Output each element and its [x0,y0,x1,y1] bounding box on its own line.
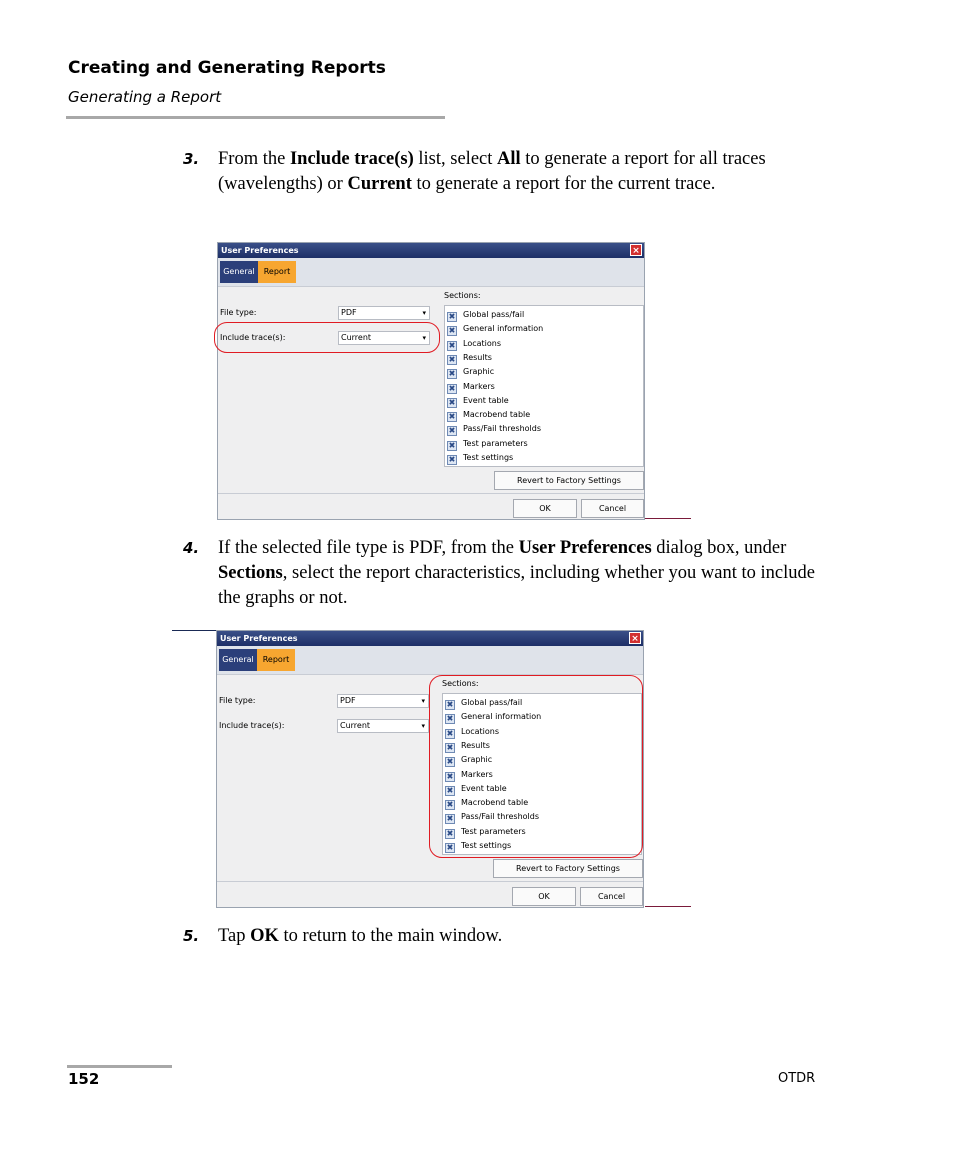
step-run: If the selected file type is PDF, from the [218,538,519,558]
checkbox-checked-icon[interactable]: ✖ [448,369,456,379]
highlight-include-trace [214,322,440,353]
include-trace-value: Current [341,333,372,342]
section-label: Locations [463,338,502,348]
cancel-button[interactable]: Cancel [580,887,643,906]
section-label: Global pass/fail [461,698,523,707]
section-checkbox-row[interactable] [447,394,509,407]
close-icon[interactable]: × [630,244,642,256]
section-label: Pass/Fail thresholds [461,812,539,822]
running-header-title: Creating and Generating Reports [68,58,386,78]
close-icon[interactable]: × [629,632,641,644]
running-header-subtitle: Generating a Report [68,88,222,106]
checkbox-checked-icon[interactable]: ✖ [448,426,456,436]
step-3 [183,147,823,223]
step-run: to generate a report for the current trace. [411,174,716,194]
section-checkbox-row[interactable] [447,380,495,393]
step-number: 4. [183,539,200,557]
product-name: OTDR [778,1071,816,1086]
tab-strip [217,646,643,675]
section-checkbox-row[interactable] [447,365,494,378]
step-run: Tap [218,926,251,946]
checkbox-checked-icon[interactable]: ✖ [446,814,454,824]
checkbox-checked-icon[interactable]: ✖ [446,785,454,795]
section-label: Macrobend table [461,798,529,808]
file-type-select[interactable] [337,694,429,708]
step-run: dialog box, under [651,538,787,558]
checkbox-checked-icon[interactable]: ✖ [446,828,454,838]
section-checkbox-row[interactable] [447,308,524,321]
sections-label: Sections: [442,679,479,688]
chevron-down-icon: ▾ [421,697,425,705]
file-type-label: File type: [219,696,256,705]
step-emphasis: Sections [218,563,283,583]
include-trace-value: Current [340,721,371,730]
step-run: , select the report characteristics, including whether you want to include the graphs or not. [218,563,815,608]
chevron-down-icon: ▾ [421,722,425,730]
button-bar-divider [217,881,643,882]
section-label: Test settings [461,841,512,850]
section-checkbox-row[interactable] [447,351,492,364]
include-trace-select[interactable] [337,719,429,733]
section-label: Test settings [463,453,514,462]
section-label: Pass/Fail thresholds [463,424,541,434]
footer-divider [67,1065,172,1068]
highlight-sections [429,675,643,858]
dialog-title: User Preferences [217,631,643,646]
step-run: From the [218,149,290,169]
revert-factory-settings-button[interactable]: Revert to Factory Settings [494,471,644,490]
step-emphasis: User Preferences [518,538,652,558]
checkbox-checked-icon[interactable]: ✖ [448,412,456,422]
section-label: Graphic [463,367,495,377]
checkbox-checked-icon[interactable]: ✖ [448,440,456,450]
step-emphasis: OK [250,926,279,946]
step-emphasis: All [497,149,521,169]
section-label: Markers [461,769,493,779]
checkbox-checked-icon[interactable]: ✖ [446,714,454,724]
section-label: Event table [463,395,509,405]
section-checkbox-row[interactable] [447,322,543,335]
include-trace-label: Include trace(s): [220,333,286,342]
step-number: 5. [183,927,200,945]
checkbox-checked-icon[interactable]: ✖ [448,354,456,364]
section-label: Test parameters [463,438,528,448]
tab-general[interactable]: General [219,649,257,671]
file-type-label: File type: [220,308,257,317]
section-checkbox-row[interactable] [447,422,541,435]
tab-report[interactable]: Report [258,261,296,283]
checkbox-checked-icon[interactable]: ✖ [446,771,454,781]
section-label: General information [463,324,544,334]
section-checkbox-row[interactable] [447,451,513,464]
checkbox-checked-icon[interactable]: ✖ [448,326,456,336]
step-text [218,536,823,611]
section-label: Markers [463,381,495,391]
include-trace-label: Include trace(s): [219,721,285,730]
chevron-down-icon: ▾ [422,309,426,317]
file-type-select[interactable] [338,306,430,320]
edge-artifact [172,630,216,631]
step-emphasis: Include trace(s) [289,149,414,169]
edge-artifact [645,906,691,907]
step-run: list, select [413,149,498,169]
page-number: 152 [68,1070,100,1088]
section-label: Results [461,740,490,750]
checkbox-checked-icon[interactable]: ✖ [446,728,454,738]
checkbox-checked-icon[interactable]: ✖ [448,312,456,321]
edge-artifact [645,518,691,519]
step-run: to return to the main window. [278,926,503,946]
section-label: Test parameters [461,826,526,836]
checkbox-checked-icon[interactable]: ✖ [446,757,454,767]
step-run: to generate a report for all traces (wavelengths) or [218,149,766,194]
tab-general[interactable]: General [220,261,258,283]
step-text [218,147,823,197]
tab-strip [218,258,644,287]
section-label: Macrobend table [463,410,531,420]
section-label: Results [463,352,492,362]
step-5 [183,924,823,950]
sections-list [444,305,644,467]
section-label: Event table [461,783,507,793]
checkbox-checked-icon[interactable]: ✖ [448,383,456,393]
section-label: Global pass/fail [463,310,525,319]
section-label: General information [461,712,542,722]
section-checkbox-row[interactable] [447,408,530,421]
chevron-down-icon: ▾ [422,334,426,342]
checkbox-checked-icon[interactable]: ✖ [446,800,454,810]
checkbox-checked-icon[interactable]: ✖ [446,700,454,709]
file-type-value: PDF [341,308,357,317]
step-emphasis: Current [347,174,412,194]
checkbox-checked-icon[interactable]: ✖ [446,843,454,852]
step-4 [183,536,823,612]
ok-button[interactable]: OK [513,499,577,518]
user-preferences-dialog-1 [217,242,645,520]
button-bar-divider [218,493,644,494]
sections-label: Sections: [444,291,481,300]
revert-factory-settings-button[interactable]: Revert to Factory Settings [493,859,643,878]
cancel-button[interactable]: Cancel [581,499,644,518]
section-checkbox-row[interactable] [447,437,528,450]
checkbox-checked-icon[interactable]: ✖ [448,340,456,350]
file-type-value: PDF [340,696,356,705]
tab-report[interactable]: Report [257,649,295,671]
header-divider [66,116,445,119]
section-label: Locations [461,726,500,736]
step-number: 3. [183,150,200,168]
ok-button[interactable]: OK [512,887,576,906]
step-text [218,924,823,949]
section-label: Graphic [461,755,493,765]
dialog-title: User Preferences [218,243,644,258]
section-checkbox-row[interactable] [447,337,501,350]
checkbox-checked-icon[interactable]: ✖ [448,455,456,464]
checkbox-checked-icon[interactable]: ✖ [448,397,456,407]
checkbox-checked-icon[interactable]: ✖ [446,742,454,752]
